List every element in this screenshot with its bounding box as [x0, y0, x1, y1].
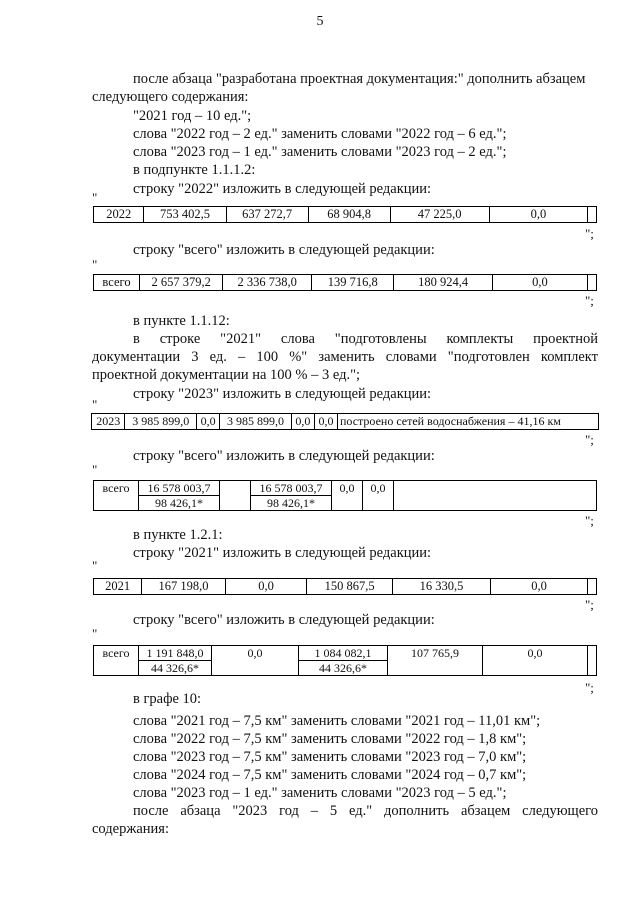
text-line: в строке "2021" слова "подготовлены комплекты проектной	[133, 331, 598, 347]
table-cell	[588, 275, 597, 291]
table-vsego-2	[93, 480, 597, 511]
table-cell: построено сетей водоснабжения – 41,16 км	[337, 414, 598, 430]
text-line: строку "2022" изложить в следующей редакции:	[133, 181, 432, 197]
table-vsego-1	[93, 274, 597, 291]
text-line: строку "всего" изложить в следующей редакции:	[133, 612, 435, 628]
text-line: строку "всего" изложить в следующей редакции:	[133, 242, 435, 258]
text-line: в пункте 1.2.1:	[133, 527, 223, 543]
table-cell: 0,0	[291, 414, 314, 430]
table-cell	[588, 207, 597, 223]
text-line: слова "2024 год – 7,5 км" заменить словами "2024 год – 0,7 км";	[133, 767, 527, 783]
table-cell	[220, 481, 251, 511]
table-2022	[93, 206, 597, 223]
table-row	[94, 646, 597, 676]
text-line: слова "2021 год – 7,5 км" заменить словами "2021 год – 11,01 км";	[133, 713, 541, 729]
table-2023	[91, 413, 599, 430]
text-line: слова "2022 год – 7,5 км" заменить словами "2022 год – 1,8 км";	[133, 731, 527, 747]
table-cell: 107 765,9	[388, 646, 483, 676]
table-cell: 0,0	[363, 481, 394, 511]
table-cell: 2022	[94, 207, 144, 223]
text-line: следующего содержания:	[92, 89, 249, 105]
text-line: проектной документации на 100 % – 3 ед.";	[92, 367, 361, 383]
text-line: слова "2023 год – 7,5 км" заменить словами "2023 год – 7,0 км";	[133, 749, 527, 765]
table-cell: 3 985 899,0	[220, 414, 292, 430]
table-cell: 16 330,5	[392, 579, 490, 595]
text-line: строку "2021" изложить в следующей редакции:	[133, 545, 432, 561]
text-line: документации 3 ед. – 100 %" заменить словами "подготовлен комплект	[92, 349, 598, 365]
table-cell	[394, 481, 597, 511]
table-cell: 180 924,4	[394, 275, 493, 291]
table-cell: всего	[94, 275, 140, 291]
table-cell: 47 225,0	[390, 207, 489, 223]
text-line: в подпункте 1.1.1.2:	[133, 162, 256, 178]
cell-subvalue: 98 426,1*	[139, 495, 219, 510]
table-cell: 0,0	[314, 414, 337, 430]
text-line: слова "2022 год – 2 ед." заменить словами "2022 год – 6 ед.";	[133, 126, 507, 142]
close-quote: ";	[585, 432, 594, 447]
close-quote: ";	[585, 597, 594, 612]
table-cell: 2021	[94, 579, 142, 595]
table-cell	[139, 481, 220, 511]
table-cell: 139 716,8	[312, 275, 394, 291]
table-cell: всего	[94, 646, 139, 676]
text-line: строку "всего" изложить в следующей редакции:	[133, 448, 435, 464]
table-cell: 637 272,7	[226, 207, 308, 223]
table-row	[94, 481, 597, 511]
table-cell	[299, 646, 388, 676]
table-cell: 753 402,5	[144, 207, 226, 223]
close-quote: ";	[585, 680, 594, 695]
table-cell	[139, 646, 212, 676]
cell-subvalue: 98 426,1*	[251, 495, 331, 510]
table-2021	[93, 578, 597, 595]
table-cell: 0,0	[212, 646, 299, 676]
open-quote: "	[92, 397, 98, 412]
table-vsego-3	[93, 645, 597, 676]
table-cell: 0,0	[225, 579, 307, 595]
table-cell: 0,0	[489, 207, 587, 223]
table-cell: 167 198,0	[142, 579, 226, 595]
open-quote: "	[92, 626, 98, 641]
table-cell	[251, 481, 332, 511]
table-cell: 3 985 899,0	[125, 414, 197, 430]
table-cell	[588, 646, 597, 676]
table-row	[94, 275, 597, 291]
close-quote: ";	[585, 513, 594, 528]
table-cell: 150 867,5	[307, 579, 392, 595]
table-cell: всего	[94, 481, 139, 511]
table-cell: 0,0	[483, 646, 588, 676]
close-quote: ";	[585, 293, 594, 308]
table-cell: 0,0	[492, 275, 587, 291]
cell-value: 1 084 082,1	[314, 646, 372, 660]
page-number: 5	[316, 14, 324, 29]
table-row	[94, 207, 597, 223]
text-line: после абзаца "разработана проектная документация:" дополнить абзацем	[133, 71, 586, 87]
text-line: в пункте 1.1.12:	[133, 313, 230, 329]
table-row	[92, 414, 599, 430]
table-cell: 0,0	[332, 481, 363, 511]
table-cell: 0,0	[491, 579, 588, 595]
table-cell: 68 904,8	[308, 207, 390, 223]
open-quote: "	[92, 190, 98, 205]
text-line: "2021 год – 10 ед.";	[133, 108, 252, 124]
open-quote: "	[92, 257, 98, 272]
text-line: после абзаца "2023 год – 5 ед." дополнить абзацем следующего	[133, 803, 598, 819]
table-cell: 2 657 379,2	[140, 275, 223, 291]
cell-value: 1 191 848,0	[146, 646, 204, 660]
cell-subvalue: 44 326,6*	[139, 660, 211, 675]
text-line: слова "2023 год – 1 ед." заменить словами "2023 год – 5 ед.";	[133, 785, 507, 801]
open-quote: "	[92, 462, 98, 477]
open-quote: "	[92, 558, 98, 573]
table-cell	[588, 579, 597, 595]
cell-subvalue: 44 326,6*	[299, 660, 387, 675]
table-cell: 2023	[92, 414, 125, 430]
cell-value: 16 578 003,7	[259, 481, 323, 495]
close-quote: ";	[585, 226, 594, 241]
text-line: содержания:	[92, 821, 170, 837]
table-row	[94, 579, 597, 595]
text-line: в графе 10:	[133, 691, 202, 707]
table-cell: 0,0	[197, 414, 220, 430]
text-line: слова "2023 год – 1 ед." заменить словами "2023 год – 2 ед.";	[133, 144, 507, 160]
text-line: строку "2023" изложить в следующей редакции:	[133, 386, 432, 402]
cell-value: 16 578 003,7	[147, 481, 211, 495]
table-cell: 2 336 738,0	[223, 275, 312, 291]
